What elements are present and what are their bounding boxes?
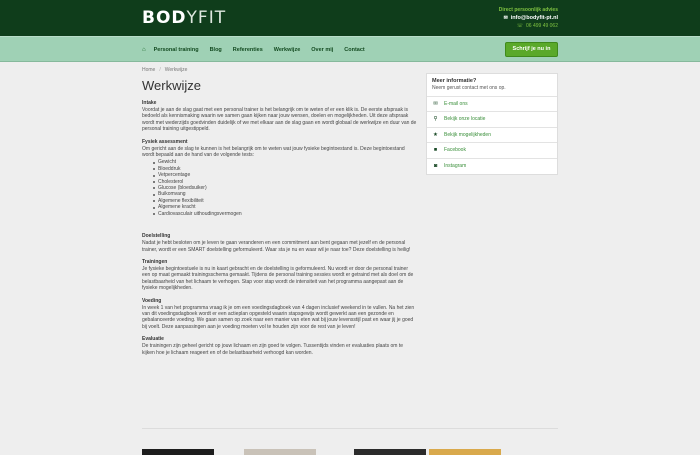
list-item: Algemene kracht	[158, 204, 417, 210]
nav-contact[interactable]: Contact	[344, 47, 365, 53]
sidebar-item-label: Facebook	[444, 147, 466, 154]
content-divider	[142, 428, 558, 429]
header-email-link[interactable]	[499, 14, 558, 22]
section-heading: Trainingen	[142, 258, 168, 265]
breadcrumb-home[interactable]: Home	[142, 67, 156, 73]
section-body: Voordat je aan de slag gaat met een personal trainer is het belangrijk om te weten of er een klik is. De eerste afspraak is bedoeld als kennismaking waarin we samen gaan kijken naar jouw wensen, doelen en mogelijkheden. Uit deze afspraak wordt met wederzijds goedvinden duidelijk of we met elkaar aan de slag gaan en wordt globaal de werkwijze en duur van de personal training uitgestippeld.	[142, 107, 417, 133]
section-heading: Doelstelling	[142, 233, 171, 240]
section-trainingen	[142, 259, 417, 292]
section-voeding	[142, 298, 417, 331]
facebook-icon: ■	[433, 147, 438, 154]
sidebar-item-label: Instagram	[444, 163, 467, 170]
list-item: Gewicht	[158, 159, 417, 165]
thumbnail-image[interactable]	[244, 449, 316, 455]
site-logo[interactable]	[142, 10, 226, 27]
nav-menu	[142, 37, 376, 63]
main-navigation	[0, 36, 700, 62]
main-content	[142, 78, 417, 362]
sidebar-subtitle: Neem gerust contact met ons op.	[432, 85, 506, 91]
page-title: Werkwijze	[142, 78, 201, 93]
footer-thumbnails	[142, 449, 558, 455]
section-body: In week 1 van het programma vraag ik je om een voedingsdagboek van 4 dagen inclusief weekend in te vullen. Na het zien van dit voedingsdagboek wordt er een actieplan opgesteld waarin stapsgewijs wordt gewerkt aan een gezonde en gebalanceerde voeding. We gaan samen op zoek naar een manier van eten wat bij jouw levensstijl past en waar jij je goed bij voelt. Deze aanpassingen aan je voeding moeten vol te houden zijn voor de rest van je leven!	[142, 304, 415, 330]
section-evaluatie	[142, 336, 417, 356]
header-phone[interactable]	[499, 22, 558, 30]
section-heading: Evaluatie	[142, 336, 164, 343]
sidebar-item-facebook[interactable]	[427, 143, 557, 159]
section-body: Je fysieke begintoestuele is nu in kaart gebracht en de doelstelling is geformuleerd. Nu wordt er door de personal trainer een op maat gemaakt trainingsschema gemaakt. Tijdens de personal training sessies wordt er getraind met als doel om de belastbaarheid van het lichaam te verhogen. Stap voor stap wordt de intensiteit van het programma aangepast aan de fysieke mogelijkheden.	[142, 265, 414, 292]
nav-referenties[interactable]: Referenties	[232, 47, 263, 53]
logo-bold-text: BOD	[142, 8, 187, 28]
sidebar-item-email[interactable]	[427, 97, 557, 113]
list-item: Bloeddruk	[158, 166, 417, 172]
section-heading: Voeding	[142, 297, 162, 304]
list-item: Algemene flexibiliteit	[158, 198, 417, 204]
sidebar-item-label: Bekijk mogelijkheden	[444, 131, 491, 138]
nav-over-mij[interactable]: Over mij	[311, 47, 334, 53]
envelope-icon: ✉	[503, 15, 508, 21]
nav-werkwijze[interactable]: Werkwijze	[273, 47, 301, 53]
sidebar-title: Meer informatie?	[432, 78, 477, 84]
header-email-text: info@bodyfit-pt.nl	[510, 15, 558, 21]
section-body: Om gericht aan de slag te kunnen is het belangrijk om te weten wat jouw fysieke begintoestand is. Deze begintoestand wordt bepaald aan de hand van de volgende tests:	[142, 145, 405, 159]
header-phone-text: 06 499 49 062	[526, 23, 558, 29]
thumbnail-image[interactable]	[142, 449, 214, 455]
thumbnail-image[interactable]	[429, 449, 501, 455]
info-sidebar	[426, 73, 558, 175]
spacer	[142, 223, 417, 233]
breadcrumb-current: Werkwijze	[164, 67, 188, 73]
header-contact	[499, 6, 558, 30]
sidebar-header	[427, 74, 557, 97]
section-heading: Intake	[142, 100, 157, 106]
section-heading: Fysiek assessment	[142, 138, 188, 145]
breadcrumb-separator: /	[159, 67, 161, 73]
section-body: Nadat je hebt besloten om je leven te gaan veranderen en een commitment aan bent gegaan met jezelf en de personal trainer, wordt er een SMART doelstelling geformuleerd. Waar sta je nu en waar wil je naar toe? Deze doelstelling is heilig!	[142, 240, 411, 253]
section-fysiek-assessment	[142, 139, 417, 217]
list-item: Vetpercentage	[158, 172, 417, 178]
top-header	[0, 0, 700, 36]
instagram-icon: ◙	[433, 163, 438, 170]
list-item: Buikomvang	[158, 191, 417, 197]
sidebar-item-possibilities[interactable]	[427, 128, 557, 144]
section-intake	[142, 100, 417, 133]
nav-personal-training[interactable]: Personal training	[153, 47, 199, 53]
signup-button[interactable]: Schrijf je nu in	[505, 42, 558, 57]
breadcrumb	[142, 67, 187, 73]
thumbnail-image[interactable]	[354, 449, 426, 455]
test-list	[158, 159, 417, 217]
sidebar-item-instagram[interactable]	[427, 159, 557, 175]
envelope-icon: ✉	[433, 100, 438, 107]
sidebar-item-label: E-mail ons	[444, 100, 468, 107]
nav-blog[interactable]: Blog	[209, 47, 222, 53]
section-body: De trainingen zijn geheel gericht op jouw lichaam en zijn goed te volgen. Tussentijds vinden er evaluaties plaats om te kijken hoe je lichaam reageert en of de belastbaarheid verhoogd kan worden.	[142, 343, 403, 356]
map-pin-icon: ⚲	[433, 116, 438, 123]
sidebar-item-location[interactable]	[427, 112, 557, 128]
advice-label: Direct persoonlijk advies	[498, 7, 558, 13]
sidebar-item-label: Bekijk onze locatie	[444, 116, 486, 123]
section-doelstelling	[142, 233, 417, 253]
logo-thin-text: YFIT	[186, 8, 227, 28]
home-icon[interactable]: ⌂	[142, 47, 146, 53]
phone-icon: ☏	[516, 23, 524, 29]
star-icon: ★	[433, 131, 438, 138]
list-item: Cardiovasculair uithoudingsvermogen	[158, 211, 417, 217]
list-item: Cholesterol	[158, 179, 417, 185]
list-item: Glucose (bloedsuiker)	[158, 185, 417, 191]
